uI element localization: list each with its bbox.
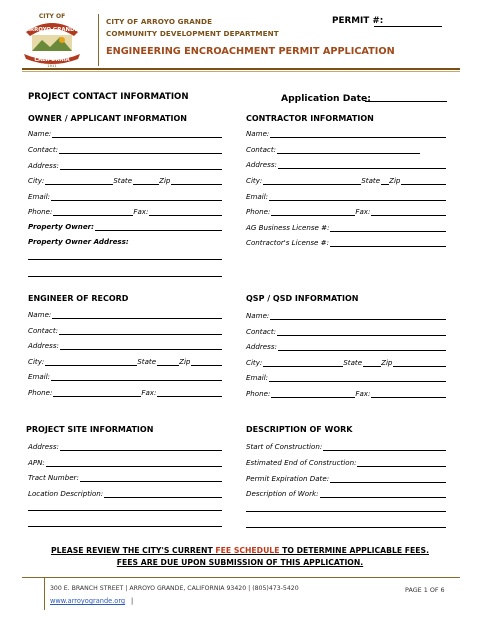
application-date-field[interactable] [365,101,447,102]
contractor-contact-field[interactable]: Contact: [246,144,420,154]
qsp-address-field[interactable]: Address: [246,341,446,351]
page-number: PAGE 1 OF 6 [405,586,445,594]
fee-notice-line-1: PLEASE REVIEW THE CITY'S CURRENT FEE SCHEDULE TO DETERMINE APPLICABLE FEES. [50,546,429,555]
logo-text-mid: ARROYO GRANDE [25,27,79,33]
city-logo [20,10,84,68]
owner-email-field[interactable]: Email: [28,191,222,201]
qsp-email-field[interactable]: Email: [246,372,446,382]
property-owner-address-label: Property Owner Address: [28,237,129,246]
qsp-heading: QSP / QSD INFORMATION [246,294,359,303]
permit-expiration-field[interactable]: Permit Expiration Date: [246,473,446,483]
org-name: CITY OF ARROYO GRANDE [106,17,213,26]
engineer-city-state-zip[interactable]: City: State Zip [28,356,222,366]
contractor-name-field[interactable]: Name: [246,128,446,138]
contractor-license-field[interactable]: Contractor's License #: [246,237,446,247]
work-heading: DESCRIPTION OF WORK [246,425,353,434]
fee-notice-line-2: FEES ARE DUE UPON SUBMISSION OF THIS APPLICATION. [116,558,364,567]
property-owner-address-line-1[interactable] [28,259,222,260]
department-name: COMMUNITY DEVELOPMENT DEPARTMENT [106,29,279,38]
engineer-contact-field[interactable]: Contact: [28,325,222,335]
owner-contact-field[interactable]: Contact: [28,144,222,154]
owner-heading: OWNER / APPLICANT INFORMATION [28,114,187,123]
contractor-heading: CONTRACTOR INFORMATION [246,114,374,123]
logo-text-top: CITY OF [38,13,66,20]
ag-business-license-field[interactable]: AG Business License #: [246,222,446,232]
project-contact-heading: PROJECT CONTACT INFORMATION [28,92,189,102]
description-of-work-field[interactable]: Description of Work: [246,488,446,498]
contractor-address-field[interactable]: Address: [246,159,446,169]
start-construction-field[interactable]: Start of Construction: [246,441,446,451]
application-date-label: Application Date: [281,93,371,104]
engineer-name-field[interactable]: Name: [28,309,222,319]
qsp-contact-field[interactable]: Contact: [246,326,446,336]
fee-schedule-link[interactable]: FEE SCHEDULE [215,546,280,555]
end-construction-field[interactable]: Estimated End of Construction: [246,457,446,467]
footer-separator: | [131,597,134,605]
owner-name-field[interactable]: Name: [28,128,222,138]
qsp-name-field[interactable]: Name: [246,310,446,320]
work-description-line-1[interactable] [246,511,446,512]
engineer-email-field[interactable]: Email: [28,371,222,381]
site-tract-field[interactable]: Tract Number: [28,472,222,482]
engineer-phone-fax[interactable]: Phone: Fax: [28,387,222,397]
permit-number-field[interactable] [374,26,442,27]
website-link[interactable]: www.arroyogrande.org [50,597,126,605]
engineer-address-field[interactable]: Address: [28,340,222,350]
contractor-phone-fax[interactable]: Phone: Fax: [246,206,446,216]
contractor-city-state-zip[interactable]: City: State Zip [246,175,446,185]
footer-divider [44,577,45,610]
logo-text-bottom: CALIFORNIA [34,57,70,63]
permit-number-label: PERMIT #: [332,16,384,26]
property-owner-field[interactable]: Property Owner: [28,221,222,231]
header-divider [98,14,99,66]
owner-city-state-zip[interactable]: City: State Zip [28,175,222,185]
owner-address-field[interactable]: Address: [28,160,222,170]
page-title: ENGINEERING ENCROACHMENT PERMIT APPLICATION [106,46,395,57]
site-location-line-1[interactable] [28,510,222,511]
logo-year: 1911 [47,63,57,68]
site-location-field[interactable]: Location Description: [28,488,222,498]
header-rule-accent [22,71,460,72]
qsp-city-state-zip[interactable]: City: State Zip [246,357,446,367]
site-apn-field[interactable]: APN: [28,457,222,467]
property-owner-address-line-2[interactable] [28,276,222,277]
footer-rule [22,577,460,578]
engineer-heading: ENGINEER OF RECORD [28,294,129,303]
site-location-line-2[interactable] [28,526,222,527]
qsp-phone-fax[interactable]: Phone: Fax: [246,388,446,398]
site-heading: PROJECT SITE INFORMATION [26,425,154,434]
footer-address: 300 E. BRANCH STREET | ARROYO GRANDE, CALIFORNIA 93420 | (805)473-5420 [50,585,299,592]
header-rule [22,68,460,70]
work-description-line-2[interactable] [246,527,446,528]
site-address-field[interactable]: Address: [28,441,222,451]
owner-phone-fax[interactable]: Phone: Fax: [28,206,222,216]
contractor-email-field[interactable]: Email: [246,191,446,201]
